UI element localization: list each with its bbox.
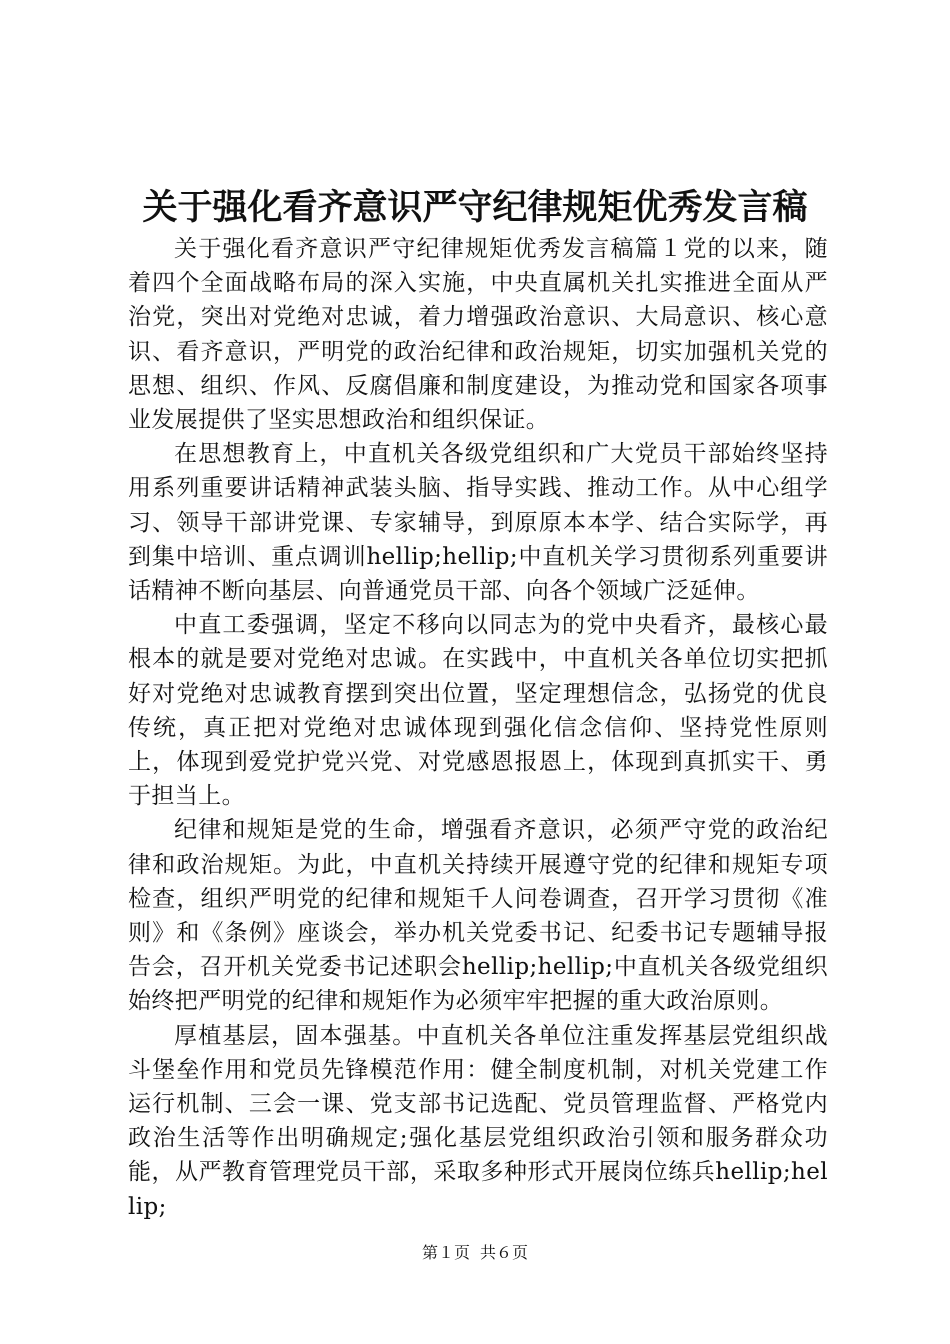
document-body: [128, 232, 828, 1224]
paragraph-3: 中直工委强调，坚定不移向以同志为的党中央看齐，最核心最根本的就是要对党绝对忠诚。在实践中，中直机关各单位切实把抓好对党绝对忠诚教育摆到突出位置，坚定理想信念，弘扬党的优良传统，真正把对党绝对忠诚体现到强化信念信仰、坚持党性原则上，体现到爱党护党兴党、对党感恩报恩上，体现到真抓实干、勇于担当上。: [128, 612, 828, 810]
page-number: 第１页: [421, 1243, 470, 1262]
page-footer: [0, 1242, 950, 1264]
paragraph-4: 纪律和规矩是党的生命，增强看齐意识，必须严守党的政治纪律和政治规矩。为此，中直机关持续开展遵守党的纪律和规矩专项检查，组织严明党的纪律和规矩千人问卷调查，召开学习贯彻《准则》和《条例》座谈会，举办机关党委书记、纪委书记专题辅导报告会，召开机关党委书记述职会hellip;hellip;中直机关各级党组织始终把严明党的纪律和规矩作为必须牢牢把握的重大政治原则。: [128, 817, 828, 1015]
page-total: 共６页: [480, 1243, 529, 1262]
paragraph-2: 在思想教育上，中直机关各级党组织和广大党员干部始终坚持用系列重要讲话精神武装头脑、指导实践、推动工作。从中心组学习、领导干部讲党课、专家辅导，到原原本本学、结合实际学，再到集中培训、重点调训hellip;hellip;中直机关学习贯彻系列重要讲话精神不断向基层、向普通党员干部、向各个领域广泛延伸。: [128, 441, 828, 605]
paragraph-5: 厚植基层，固本强基。中直机关各单位注重发挥基层党组织战斗堡垒作用和党员先锋模范作用：健全制度机制，对机关党建工作运行机制、三会一课、党支部书记选配、党员管理监督、严格党内政治生活等作出明确规定;强化基层党组织政治引领和服务群众功能，从严教育管理党员干部，采取多种形式开展岗位练兵hellip;hellip;: [128, 1022, 828, 1220]
paragraph-1: 关于强化看齐意识严守纪律规矩优秀发言稿篇１党的以来，随着四个全面战略布局的深入实施，中央直属机关扎实推进全面从严治党，突出对党绝对忠诚，着力增强政治意识、大局意识、核心意识、看齐意识，严明党的政治纪律和政治规矩，切实加强机关党的思想、组织、作风、反腐倡廉和制度建设，为推动党和国家各项事业发展提供了坚实思想政治和组织保证。: [128, 236, 828, 434]
document-title: 关于强化看齐意识严守纪律规矩优秀发言稿: [142, 187, 808, 228]
